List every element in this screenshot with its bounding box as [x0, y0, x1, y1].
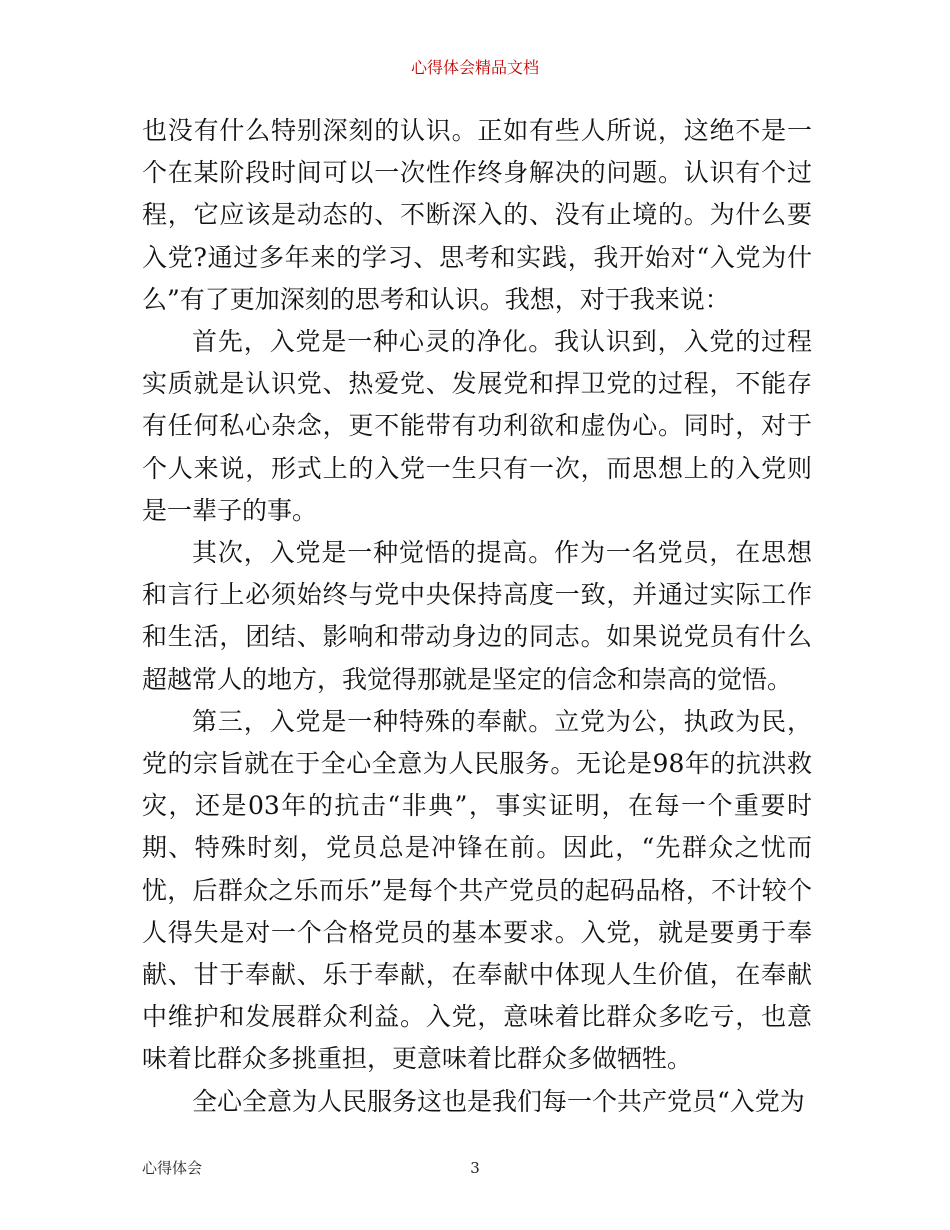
footer-label: 心得体会 — [142, 1159, 203, 1177]
page-number: 3 — [470, 1159, 480, 1177]
document-body — [142, 110, 812, 1123]
paragraph-first-point: 首先，入党是一种心灵的净化。我认识到，入党的过程实质就是认识党、热爱党、发展党和捍卫党的过程，不能存有任何私心杂念，更不能带有功利欲和虚伪心。同时，对于个人来说，形式上的入党一生只有一次，而思想上的入党则是一辈子的事。 — [142, 327, 812, 525]
paragraph-second-point: 其次，入党是一种觉悟的提高。作为一名党员，在思想和言行上必须始终与党中央保持高度一致，并通过实际工作和生活，团结、影响和带动身边的同志。如果说党员有什么超越常人的地方，我觉得那就是坚定的信念和崇高的觉悟。 — [142, 538, 812, 694]
paragraph-continued: 也没有什么特别深刻的认识。正如有些人所说，这绝不是一个在某阶段时间可以一次性作终身解决的问题。认识有个过程，它应该是动态的、不断深入的、没有止境的。为什么要入党?通过多年来的学习、思考和实践，我开始对“入党为什么”有了更加深刻的思考和认识。我想，对于我来说： — [142, 116, 812, 314]
paragraph-closing: 全心全意为人民服务这也是我们每一个共产党员“入党为 — [192, 1086, 805, 1116]
paragraph-third-point: 第三，入党是一种特殊的奉献。立党为公，执政为民，党的宗旨就在于全心全意为人民服务。无论是98年的抗洪救灾，还是03年的抗击“非典”，事实证明，在每一个重要时期、特殊时刻，党员总是冲锋在前。因此，“先群众之忧而忧，后群众之乐而乐”是每个共产党员的起码品格，不计较个人得失是对一个合格党员的基本要求。入党，就是要勇于奉献、甘于奉献、乐于奉献，在奉献中体现人生价值，在奉献中维护和发展群众利益。入党，意味着比群众多吃亏，也意味着比群众多挑重担，更意味着比群众多做牺牲。 — [142, 706, 812, 1074]
page-header-title: 心得体会精品文档 — [410, 58, 539, 77]
